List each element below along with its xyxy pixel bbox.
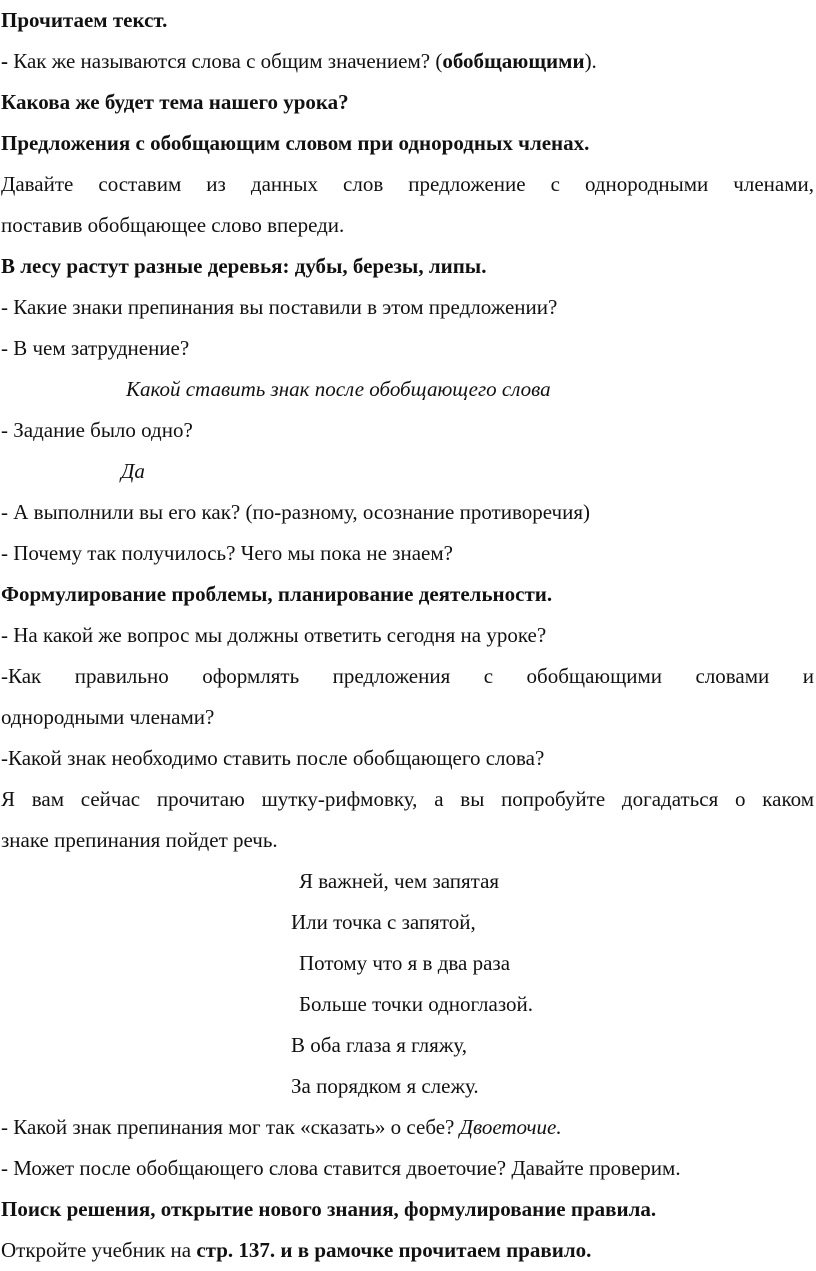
answer-bold: обобщающими (442, 49, 585, 73)
textbook-instruction (1, 1230, 814, 1271)
rhyme-intro-2: знаке препинания пойдет речь. (1, 828, 278, 852)
example-sentence: В лесу растут разные деревья: дубы, березы, липы. (1, 254, 487, 278)
closing-paren: ). (584, 49, 597, 73)
poem-line-4: Больше точки одноглазой. (299, 992, 534, 1016)
question-text: Как же называются слова с общим значением? ( (13, 49, 443, 73)
answer-yes: Да (121, 459, 145, 483)
goal-line-2: однородными членами? (1, 705, 215, 729)
question-one-task: - Задание было одно? (1, 418, 193, 442)
rhyme-intro-1: Я вам сейчас прочитаю шутку-рифмовку, а вы попробуйте догадаться о каком (1, 787, 814, 811)
question-lesson-goal: - На какой же вопрос мы должны ответить сегодня на уроке? (1, 623, 547, 647)
question-why: - Почему так получилось? Чего мы пока не знаем? (1, 541, 453, 565)
task-line-1: Давайте составим из данных слов предложение с однородными членами, (1, 172, 814, 196)
poem-line-3: Потому что я в два раза (299, 951, 511, 975)
goal-line-1: -Как правильно оформлять предложения с обобщающими словами и (1, 664, 814, 688)
poem-line-6: За порядком я слежу. (291, 1074, 479, 1098)
question-which-sign (1, 1107, 814, 1148)
section-problem-formulation: Формулирование проблемы, планирование деятельности. (1, 582, 553, 606)
heading-read-text: Прочитаем текст. (1, 8, 168, 32)
poem-line-2: Или точка с запятой, (291, 910, 476, 934)
goal-line-3: -Какой знак необходимо ставить после обобщающего слова? (1, 746, 545, 770)
textbook-page-ref: стр. 137. и в рамочке прочитаем правило. (196, 1238, 592, 1262)
task-line-2: поставив обобщающее слово впереди. (1, 213, 345, 237)
lesson-topic: Предложения с обобщающим словом при однородных членах. (1, 131, 590, 155)
section-solution-search: Поиск решения, открытие нового знания, формулирование правила. (1, 1197, 657, 1221)
poem-line-1: Я важней, чем запятая (299, 869, 500, 893)
lesson-topic-question: Какова же будет тема нашего урока? (1, 90, 349, 114)
dash: - (1, 49, 14, 73)
poem-line-5: В оба глаза я гляжу, (291, 1033, 467, 1057)
textbook-instruction-text: Откройте учебник на (1, 1238, 197, 1262)
question-how-done: - А выполнили вы его как? (по-разному, осознание противоречия) (1, 500, 590, 524)
answer-which-sign: Какой ставить знак после обобщающего слова (126, 377, 551, 401)
answer-colon: Двоеточие. (459, 1115, 562, 1139)
question-punctuation: - Какие знаки препинания вы поставили в этом предложении? (1, 295, 558, 319)
question-colon-check: - Может после обобщающего слова ставится двоеточие? Давайте проверим. (1, 1156, 681, 1180)
question-difficulty: - В чем затруднение? (1, 336, 190, 360)
question-which-sign-text: - Какой знак препинания мог так «сказать» о себе? (1, 1115, 460, 1139)
question-generalizing-words (1, 41, 814, 82)
